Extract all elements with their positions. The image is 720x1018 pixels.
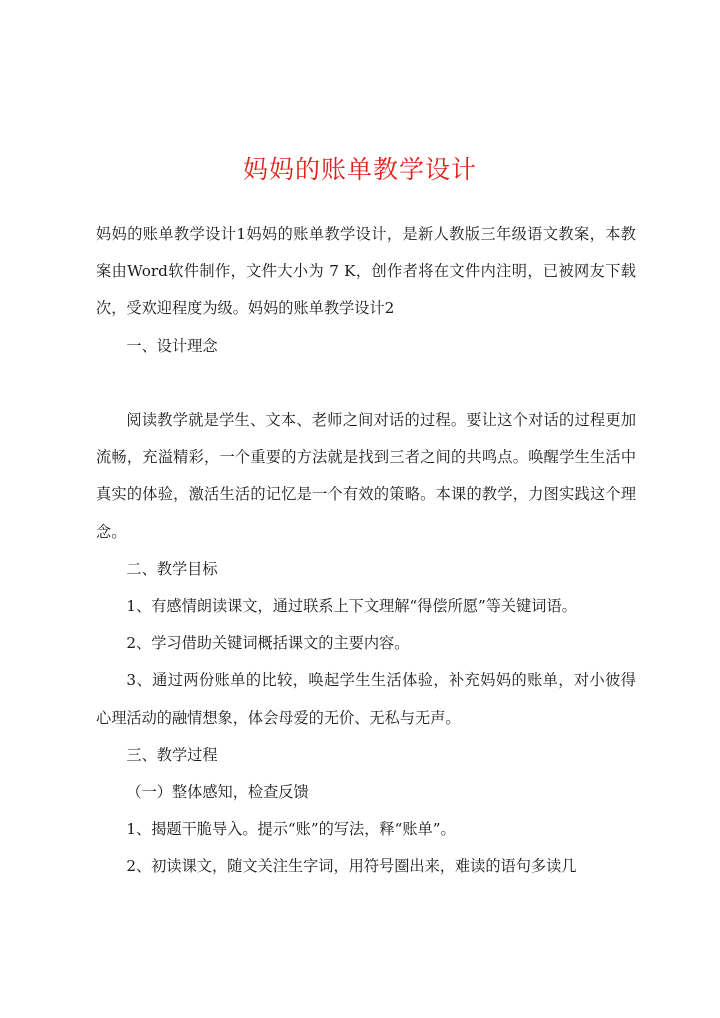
process-step-2: 2、初读课文，随文关注生字词，用符号圈出来，难读的语句多读几: [126, 857, 577, 876]
document-body: [96, 216, 636, 886]
blank-line: [96, 365, 636, 402]
section-heading-teaching-goals: 二、教学目标: [126, 559, 218, 578]
design-concept-paragraph: 阅读教学就是学生、文本、老师之间对话的过程。要让这个对话的过程更加流畅，充溢精彩，一个重要的方法就是找到三者之间的共鸣点。唤醒学生生活中真实的体验，激活生活的记忆是一个有效的策略。本课的教学，力图实践这个理念。: [96, 411, 636, 541]
subsection-heading-overview: （一）整体感知，检查反馈: [126, 783, 309, 802]
section-heading-design-concept: 一、设计理念: [126, 336, 218, 355]
intro-paragraph: 妈妈的账单教学设计1妈妈的账单教学设计，是新人教版三年级语文教案，本教案由Word软件制作，文件大小为 7 K，创作者将在文件内注明，已被网友下载次，受欢迎程度为级。妈妈的账单教学设计2: [96, 225, 636, 318]
process-step-1: 1、揭题干脆导入。提示“账”的写法，释“账单”。: [126, 820, 456, 839]
section-heading-teaching-process: 三、教学过程: [126, 745, 218, 764]
goal-item-1: 1、有感情朗读课文，通过联系上下文理解“得偿所愿”等关键词语。: [126, 597, 577, 616]
document-title: 妈妈的账单教学设计: [242, 155, 477, 184]
goal-item-2: 2、学习借助关键词概括课文的主要内容。: [126, 634, 410, 653]
goal-item-3: 3、通过两份账单的比较，唤起学生生活体验，补充妈妈的账单，对小彼得心理活动的融情想象，体会母爱的无价、无私与无声。: [96, 671, 636, 727]
